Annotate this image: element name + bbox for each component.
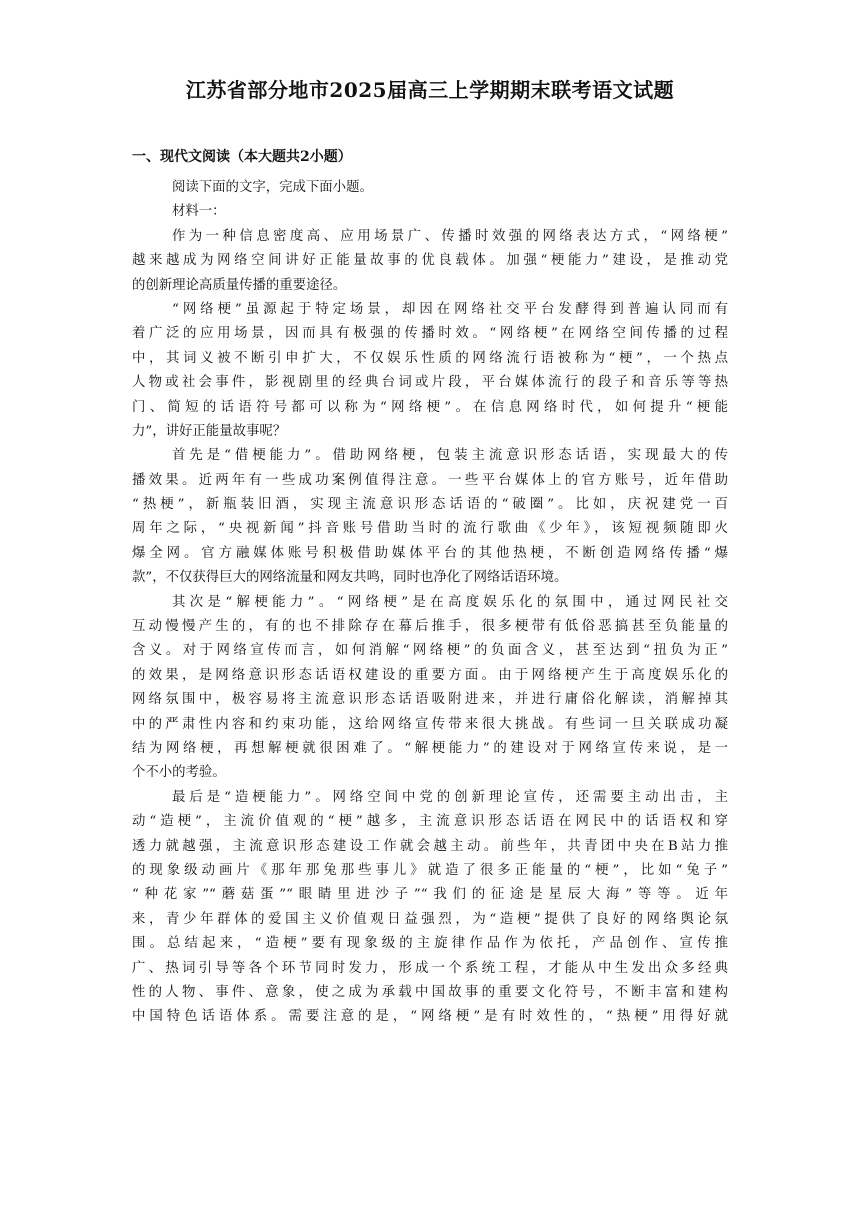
- text-line: 围。总结起来，“造梗”要有现象级的主旋律作品作为依托，产品创作、宣传推: [132, 936, 728, 952]
- body-text: [132, 176, 728, 1030]
- text-line: 材料一：: [172, 204, 226, 220]
- text-line: 性的人物、事件、意象，使之成为承载中国故事的重要文化符号，不断丰富和建构: [132, 984, 728, 1000]
- text-line: 结为网络梗，再想解梗就很困难了。“解梗能力”的建设对于网络宣传来说，是一: [132, 740, 728, 756]
- text-line: 播效果。近两年有一些成功案例值得注意。一些平台媒体上的官方账号，近年借助: [132, 472, 728, 488]
- text-line: 门、简短的话语符号都可以称为“网络梗”。在信息网络时代，如何提升“梗能: [132, 399, 728, 415]
- text-line: 透力就越强，主流意识形态建设工作就会越主动。前些年，共青团中央在B站力推: [132, 838, 728, 854]
- text-line: 着广泛的应用场景，因而具有极强的传播时效。“网络梗”在网络空间传播的过程: [132, 326, 728, 342]
- text-line: 互动慢慢产生的，有的也不排除存在幕后推手，很多梗带有低俗恶搞甚至负能量的: [132, 619, 728, 635]
- text-line: 动“造梗”，主流价值观的“梗”越多，主流意识形态话语在网民中的话语权和穿: [132, 814, 728, 830]
- text-line: 越来越成为网络空间讲好正能量故事的优良载体。加强“梗能力”建设，是推动党: [132, 253, 728, 269]
- section-heading: 一、现代文阅读（本大题共2小题）: [132, 149, 352, 165]
- text-line: 其次是“解梗能力”。“网络梗”是在高度娱乐化的氛围中，通过网民社交: [172, 594, 728, 610]
- text-line: 最后是“造梗能力”。网络空间中党的创新理论宣传，还需要主动出击，主: [172, 789, 728, 805]
- text-line: 的创新理论高质量传播的重要途径。: [132, 277, 347, 293]
- text-line: “网络梗”虽源起于特定场景，却因在网络社交平台发酵得到普遍认同而有: [172, 301, 728, 317]
- text-line: 作为一种信息密度高、应用场景广、传播时效强的网络表达方式，“网络梗”: [172, 228, 728, 244]
- text-line: 广、热词引导等各个环节同时发力，形成一个系统工程，才能从中生发出众多经典: [132, 960, 728, 976]
- text-line: 含义。对于网络宣传而言，如何消解“网络梗”的负面含义，甚至达到“扭负为正”: [132, 643, 728, 659]
- text-line: “种花家”“蘑菇蛋”“眼睛里进沙子”“我们的征途是星辰大海”等等。近年: [132, 887, 728, 903]
- document-title: 江苏省部分地市2025届高三上学期期末联考语文试题: [185, 78, 675, 102]
- text-line: 力”，讲好正能量故事呢？: [132, 423, 287, 439]
- text-line: 中国特色话语体系。需要注意的是，“网络梗”是有时效性的，“热梗”用得好就: [132, 1009, 728, 1025]
- text-line: 的效果，是网络意识形态话语权建设的重要方面。由于网络梗产生于高度娱乐化的: [132, 667, 728, 683]
- text-line: 款”，不仅获得巨大的网络流量和网友共鸣，同时也净化了网络话语环境。: [132, 570, 568, 586]
- text-line: “热梗”，新瓶装旧酒，实现主流意识形态话语的“破圈”。比如，庆祝建党一百: [132, 497, 728, 513]
- text-line: 的现象级动画片《那年那兔那些事儿》就造了很多正能量的“梗”，比如“兔子”: [132, 862, 728, 878]
- text-line: 中，其词义被不断引申扩大，不仅娱乐性质的网络流行语被称为“梗”，一个热点: [132, 350, 728, 366]
- text-line: 阅读下面的文字，完成下面小题。: [172, 180, 373, 195]
- text-line: 网络氛围中，极容易将主流意识形态话语吸附进来，并进行庸俗化解读，消解掉其: [132, 692, 728, 708]
- text-line: 个不小的考验。: [132, 765, 226, 781]
- text-line: 中的严肃性内容和约束功能，这给网络宣传带来很大挑战。有些词一旦关联成功凝: [132, 716, 728, 732]
- text-line: 人物或社会事件，影视剧里的经典台词或片段，平台媒体流行的段子和音乐等等热: [132, 375, 728, 391]
- text-line: 爆全网。官方融媒体账号积极借助媒体平台的其他热梗，不断创造网络传播“爆: [132, 545, 728, 561]
- text-line: 来，青少年群体的爱国主义价值观日益强烈，为“造梗”提供了良好的网络舆论氛: [132, 911, 728, 927]
- text-line: 首先是“借梗能力”。借助网络梗，包装主流意识形态话语，实现最大的传: [172, 448, 728, 464]
- text-line: 周年之际，“央视新闻”抖音账号借助当时的流行歌曲《少年》，该短视频随即火: [132, 521, 728, 537]
